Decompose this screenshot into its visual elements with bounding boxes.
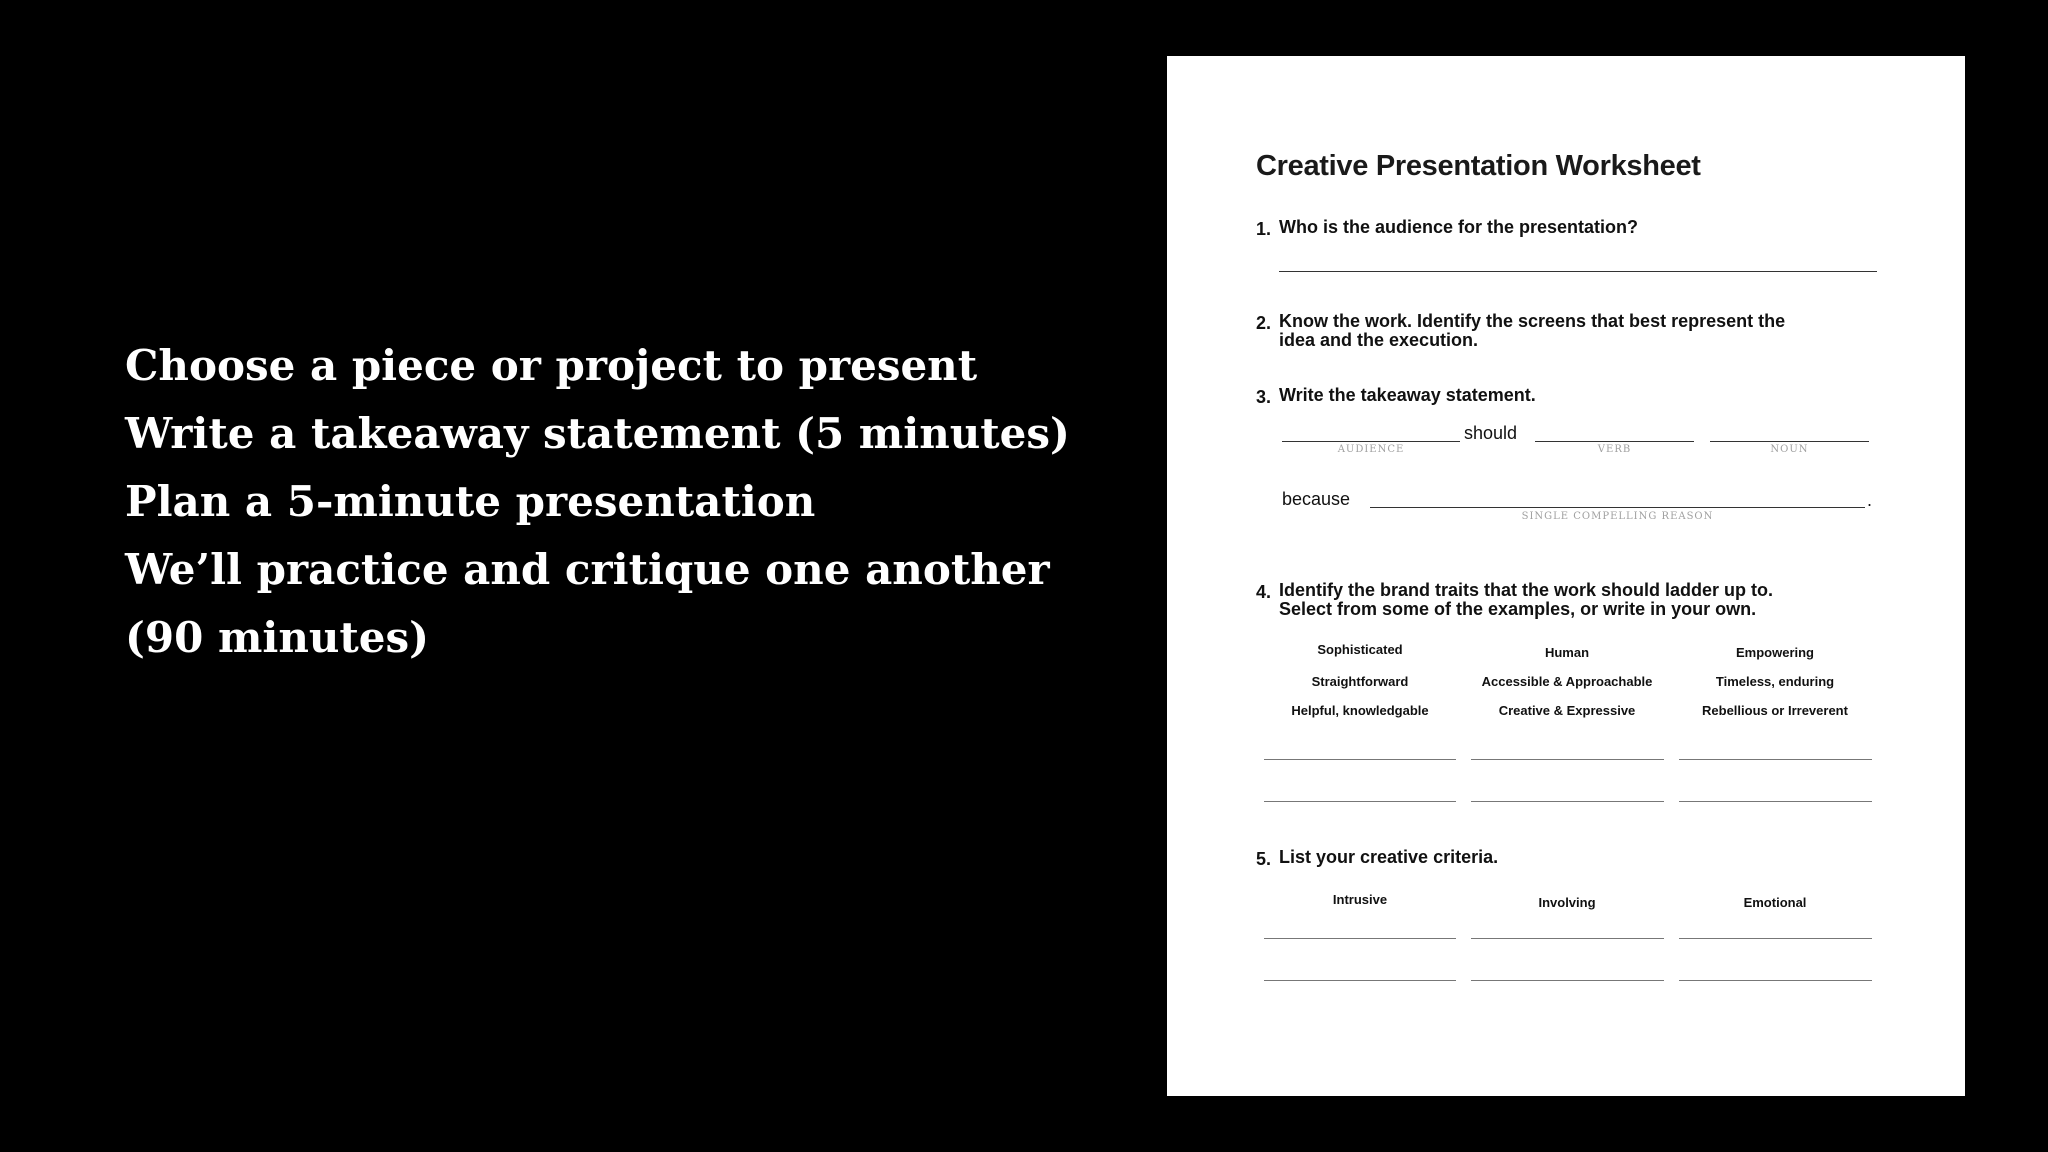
trait-option[interactable]: Rebellious or Irreverent [1702, 703, 1848, 718]
criteria-blank[interactable] [1679, 938, 1872, 939]
statement-period: . [1867, 490, 1873, 510]
blank-noun[interactable] [1710, 441, 1869, 442]
because-word: because [1282, 489, 1351, 509]
question-number: 5. [1256, 849, 1272, 869]
question-number: 4. [1256, 582, 1272, 602]
instruction-item: We’ll practice and critique one another [125, 545, 1050, 594]
criteria-option[interactable]: Involving [1538, 895, 1596, 910]
question-text-line-1: Know the work. Identify the screens that best represent the [1279, 311, 1786, 331]
blank-verb[interactable] [1535, 441, 1694, 442]
caption-audience: AUDIENCE [1337, 444, 1405, 455]
criteria-blank[interactable] [1471, 938, 1664, 939]
trait-blank[interactable] [1264, 801, 1456, 802]
caption-reason: SINGLE COMPELLING REASON [1521, 511, 1714, 522]
question-number: 1. [1256, 219, 1272, 239]
criteria-option[interactable]: Intrusive [1332, 892, 1388, 907]
trait-option[interactable]: Creative & Expressive [1498, 703, 1636, 718]
question-text-line-2: Select from some of the examples, or write in your own. [1279, 599, 1757, 619]
question-number: 3. [1256, 387, 1272, 407]
trait-blank[interactable] [1471, 759, 1664, 760]
blank-audience[interactable] [1282, 441, 1460, 442]
question-text: Who is the audience for the presentation? [1279, 217, 1639, 237]
instruction-item: (90 minutes) [125, 613, 430, 662]
instruction-list [125, 332, 1085, 672]
trait-blank[interactable] [1264, 759, 1456, 760]
criteria-blank[interactable] [1471, 980, 1664, 981]
instruction-item: Write a takeaway statement (5 minutes) [125, 409, 1070, 458]
question-text: List your creative criteria. [1279, 847, 1499, 867]
trait-blank[interactable] [1471, 801, 1664, 802]
trait-option[interactable]: Sophisticated [1317, 642, 1403, 657]
criteria-blank[interactable] [1264, 980, 1456, 981]
instruction-item: Plan a 5-minute presentation [125, 477, 816, 526]
trait-option[interactable]: Accessible & Approachable [1481, 674, 1653, 689]
blank-reason[interactable] [1370, 507, 1865, 508]
trait-option[interactable]: Human [1544, 645, 1590, 660]
trait-blank[interactable] [1679, 801, 1872, 802]
trait-blank[interactable] [1679, 759, 1872, 760]
trait-option[interactable]: Timeless, enduring [1715, 674, 1835, 689]
worksheet-title: Creative Presentation Worksheet [1256, 150, 1701, 182]
criteria-blank[interactable] [1264, 938, 1456, 939]
caption-noun: NOUN [1770, 444, 1809, 455]
criteria-blank[interactable] [1679, 980, 1872, 981]
answer-line-audience[interactable] [1279, 271, 1877, 272]
question-text-line-1: Identify the brand traits that the work should ladder up to. [1279, 580, 1774, 600]
should-word: should [1464, 423, 1518, 443]
caption-verb: VERB [1597, 444, 1632, 455]
worksheet-page [1167, 56, 1965, 1096]
question-number: 2. [1256, 313, 1272, 333]
trait-option[interactable]: Empowering [1735, 645, 1814, 660]
instruction-item: Choose a piece or project to present [125, 341, 978, 390]
trait-option[interactable]: Helpful, knowledgable [1291, 703, 1429, 718]
trait-option[interactable]: Straightforward [1311, 674, 1409, 689]
question-text-line-2: idea and the execution. [1279, 330, 1479, 350]
criteria-option[interactable]: Emotional [1743, 895, 1807, 910]
question-text: Write the takeaway statement. [1279, 385, 1536, 405]
